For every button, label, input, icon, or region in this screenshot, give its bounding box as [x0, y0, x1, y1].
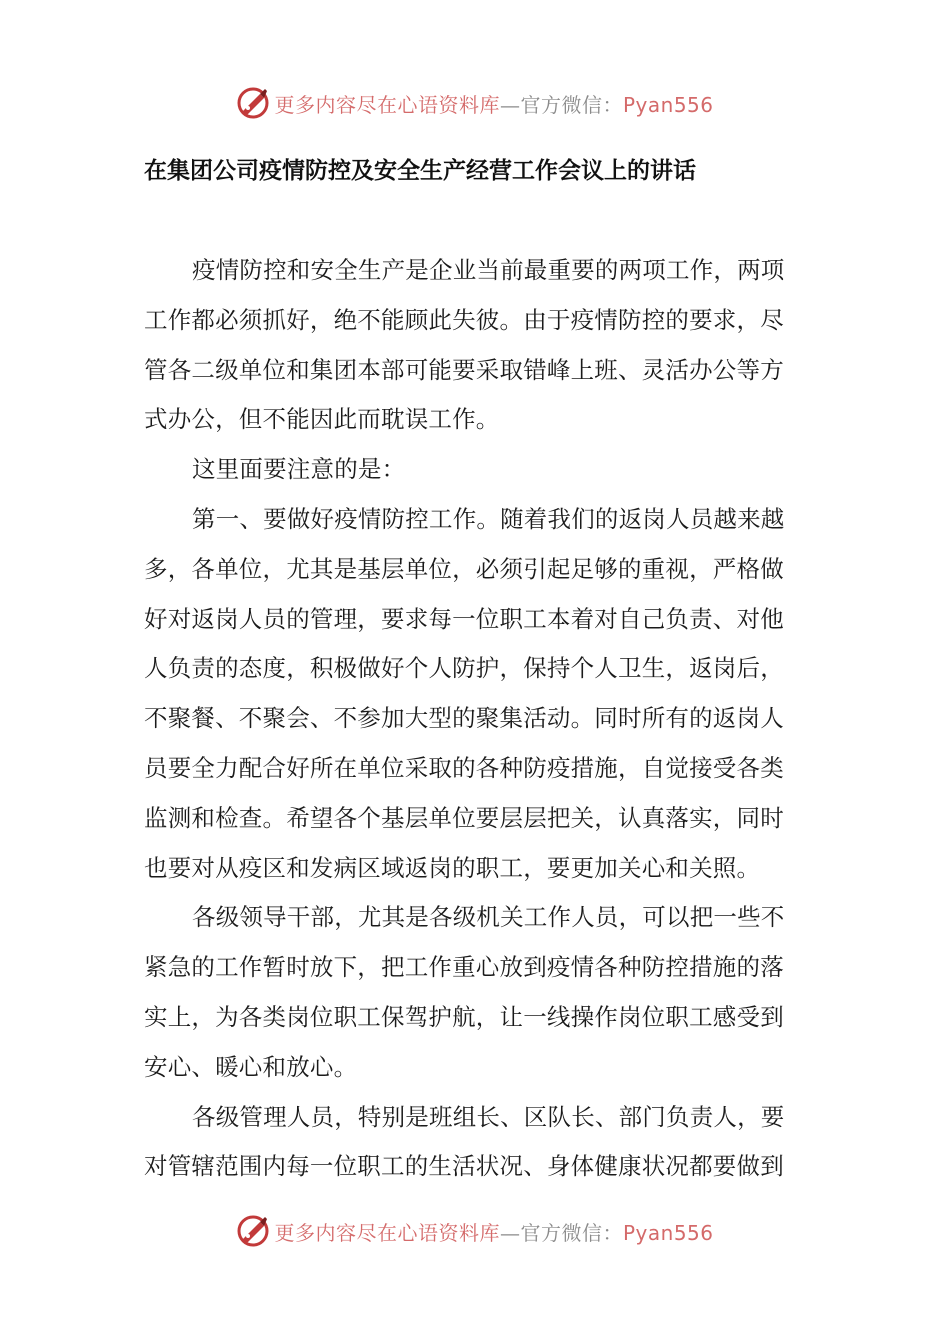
body-line: 管各二级单位和集团本部可能要采取错峰上班、灵活办公等方: [144, 355, 784, 384]
body-line: 安心、暖心和放心。: [144, 1052, 358, 1081]
body-line: 监测和检查。希望各个基层单位要层层把关，认真落实，同时: [144, 803, 784, 832]
banner-site-name: 更多内容尽在心语资料库: [274, 92, 500, 117]
banner-wechat-label: —官方微信：: [499, 1220, 623, 1245]
body-line: 人负责的态度，积极做好个人防护，保持个人卫生，返岗后，: [144, 654, 784, 683]
body-line: 好对返岗人员的管理，要求每一位职工本着对自己负责、对他: [144, 604, 784, 633]
body-line: 各级管理人员，特别是班组长、区队长、部门负责人，要: [192, 1102, 785, 1131]
pen-circle-icon: [236, 86, 270, 120]
body-line: 紧急的工作暂时放下，把工作重心放到疫情各种防控措施的落: [144, 953, 784, 982]
body-line: 工作都必须抓好，绝不能顾此失彼。由于疫情防控的要求，尽: [144, 305, 784, 334]
banner-wechat-id: Pyan556: [622, 92, 714, 117]
header-watermark-banner: [0, 83, 950, 123]
body-line: 疫情防控和安全生产是企业当前最重要的两项工作，两项: [192, 256, 785, 284]
banner-site-name: 更多内容尽在心语资料库: [274, 1220, 500, 1245]
body-line: 也要对从疫区和发病区域返岗的职工，要更加关心和关照。: [144, 853, 761, 882]
body-line: 对管辖范围内每一位职工的生活状况、身体健康状况都要做到: [144, 1152, 784, 1181]
banner-text: [274, 1217, 713, 1246]
banner-wechat-label: —官方微信：: [499, 92, 623, 117]
banner-text: [274, 89, 713, 118]
document-title: 在集团公司疫情防控及安全生产经营工作会议上的讲话: [144, 158, 696, 184]
body-line: 实上，为各类岗位职工保驾护航，让一线操作岗位职工感受到: [144, 1002, 784, 1031]
body-line: 不聚餐、不聚会、不参加大型的聚集活动。同时所有的返岗人: [144, 704, 784, 733]
document-body: [144, 246, 808, 1192]
body-line: 式办公，但不能因此而耽误工作。: [144, 405, 500, 434]
body-line: 这里面要注意的是：: [192, 455, 406, 484]
body-line: 第一、要做好疫情防控工作。随着我们的返岗人员越来越: [192, 504, 785, 533]
footer-watermark-banner: [0, 1211, 950, 1251]
banner-wechat-id: Pyan556: [622, 1220, 714, 1245]
body-line: 员要全力配合好所在单位采取的各种防疫措施，自觉接受各类: [144, 753, 784, 782]
pen-circle-icon: [236, 1214, 270, 1248]
body-line: 各级领导干部，尤其是各级机关工作人员，可以把一些不: [192, 903, 785, 932]
body-line: 多，各单位，尤其是基层单位，必须引起足够的重视，严格做: [144, 554, 784, 583]
